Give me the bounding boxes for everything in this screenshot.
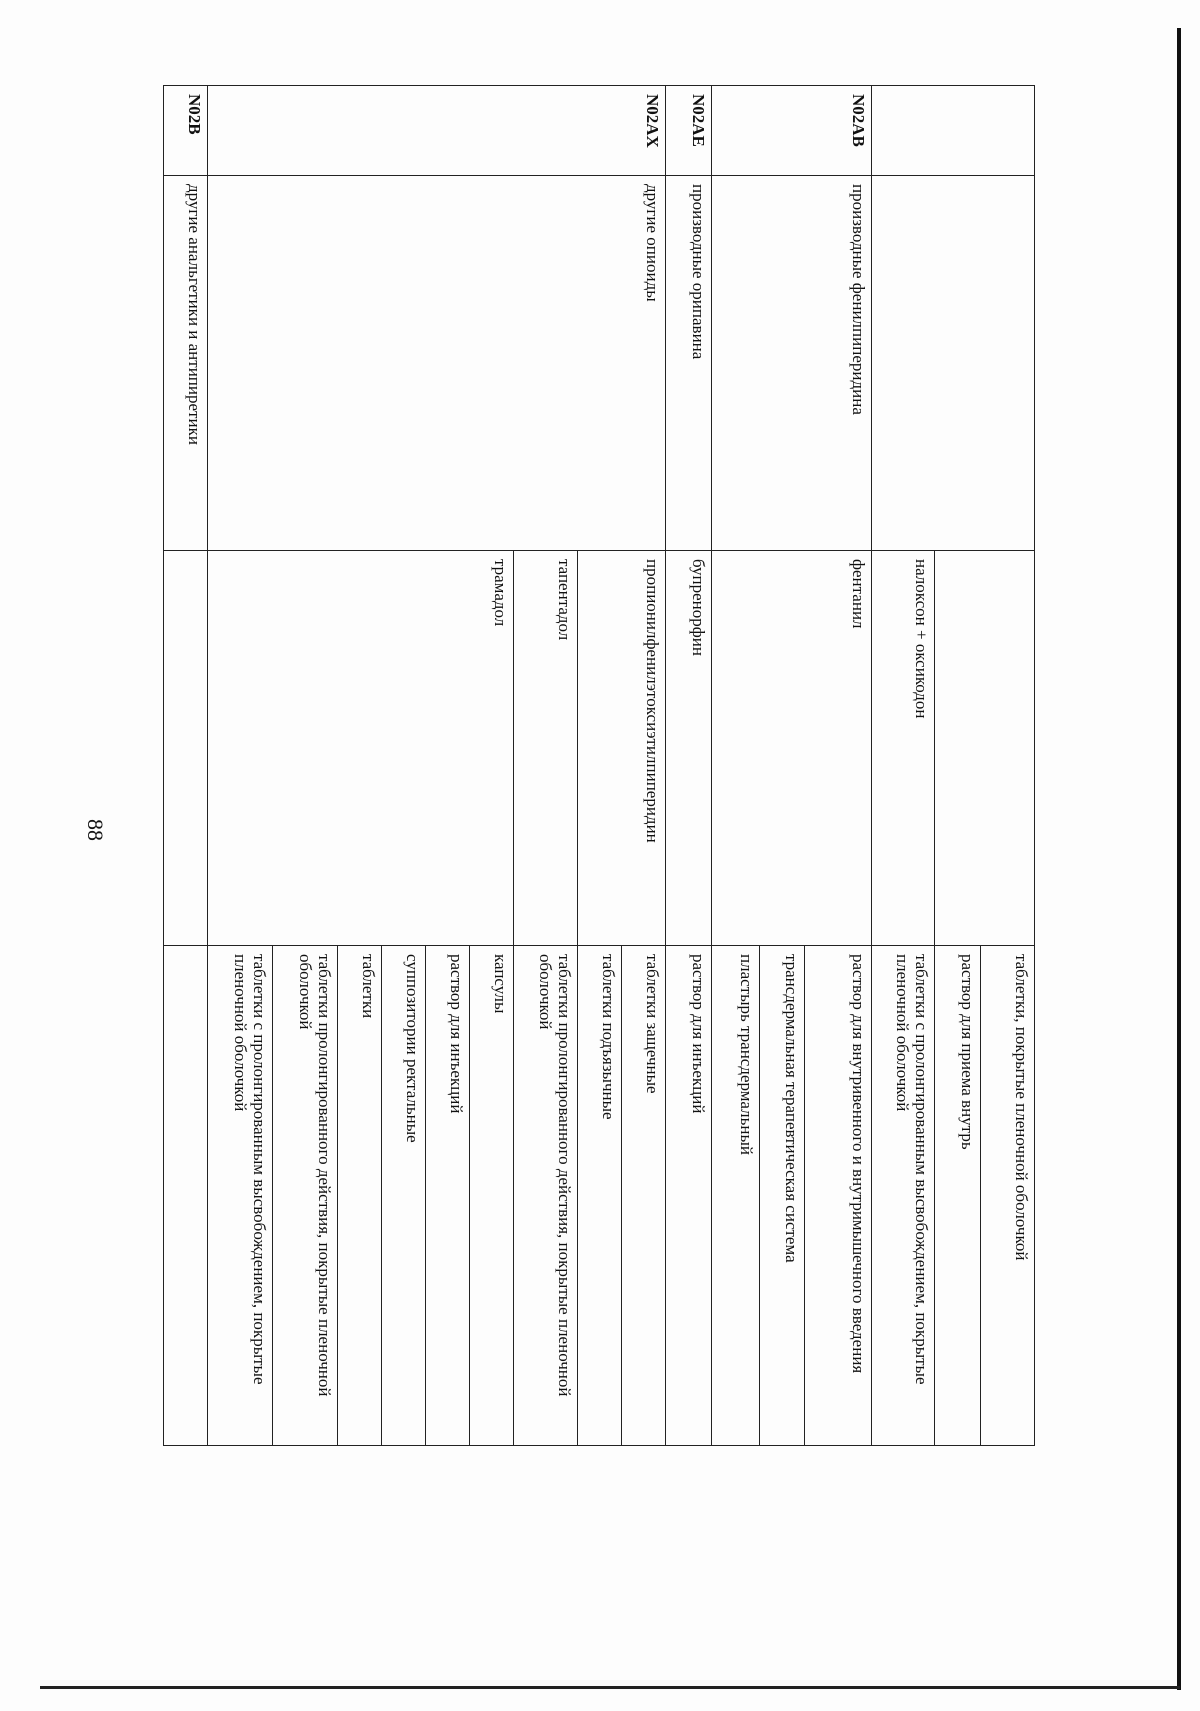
atc-code-cell: N02AX	[208, 86, 666, 176]
page-edge-bottom	[40, 1686, 1180, 1689]
dosage-form-cell: пластырь трансдермальный	[712, 946, 760, 1446]
table-row	[666, 86, 712, 1446]
drug-cell	[164, 551, 208, 946]
drug-cell: налоксон + оксикодон	[872, 551, 935, 946]
group-cell: производные орипавина	[666, 176, 712, 551]
group-cell: производные фенилпиперидина	[712, 176, 872, 551]
dosage-form-cell: таблетки подъязычные	[578, 946, 622, 1446]
dosage-form-cell: таблетки с пролонгированным высвобождением, покрытые пленочной оболочкой	[208, 946, 273, 1446]
table-row	[805, 86, 872, 1446]
dosage-form-cell: раствор для внутривенного и внутримышечного введения	[805, 946, 872, 1446]
table-row	[164, 86, 208, 1446]
group-cell: другие анальгетики и антипиретики	[164, 176, 208, 551]
group-cell	[872, 176, 1035, 551]
dosage-form-cell: таблетки защечные	[622, 946, 666, 1446]
dosage-form-cell: раствор для инъекций	[666, 946, 712, 1446]
atc-code-cell: N02B	[164, 86, 208, 176]
drug-cell: фентанил	[712, 551, 872, 946]
atc-code-cell	[872, 86, 1035, 176]
dosage-form-cell: таблетки	[338, 946, 382, 1446]
dosage-form-cell: капсулы	[470, 946, 514, 1446]
drug-cell: трамадол	[208, 551, 514, 946]
dosage-form-cell: таблетки с пролонгированным высвобождением, покрытые пленочной оболочкой	[872, 946, 935, 1446]
dosage-form-cell: суппозитории ректальные	[382, 946, 426, 1446]
dosage-form-cell: раствор для приема внутрь	[935, 946, 981, 1446]
drug-cell: бупренорфин	[666, 551, 712, 946]
drug-cell	[935, 551, 1035, 946]
atc-code-cell: N02AE	[666, 86, 712, 176]
drug-cell: тапентадол	[514, 551, 578, 946]
dosage-form-cell: раствор для инъекций	[426, 946, 470, 1446]
medicines-table	[163, 85, 1035, 1446]
rotated-table-container	[165, 85, 1035, 1445]
dosage-form-cell	[164, 946, 208, 1446]
dosage-form-cell: таблетки пролонгированного действия, покрытые пленочной оболочкой	[273, 946, 338, 1446]
dosage-form-cell: трансдермальная терапевтическая система	[760, 946, 805, 1446]
drug-cell: пропионилфенилэтоксиэтилпиперидин	[578, 551, 666, 946]
dosage-form-cell: таблетки пролонгированного действия, покрытые пленочной оболочкой	[514, 946, 578, 1446]
page-number: 88	[83, 819, 108, 841]
group-cell: другие опиоиды	[208, 176, 666, 551]
table-row	[981, 86, 1035, 1446]
atc-code-cell: N02AB	[712, 86, 872, 176]
table-row	[622, 86, 666, 1446]
dosage-form-cell: таблетки, покрытые пленочной оболочкой	[981, 946, 1035, 1446]
page-edge-right	[1177, 28, 1181, 1690]
